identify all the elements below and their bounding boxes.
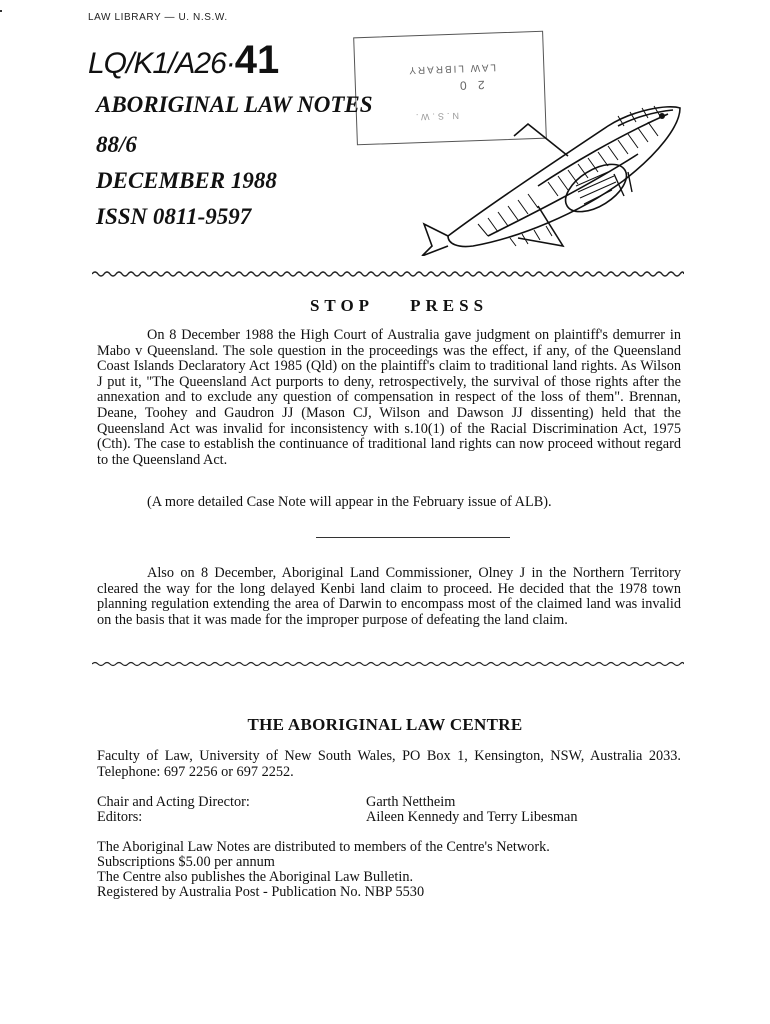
role-label: Chair and Acting Director: <box>97 794 250 810</box>
issue-number: 88/6 <box>96 132 137 157</box>
role-value: Garth Nettheim <box>366 794 456 810</box>
kenbi-paragraph: Also on 8 December, Aboriginal Land Commissioner, Olney J in the Northern Territory cleared the way for the long delayed Kenbi land claim to proceed. He decided that the 1978 town planning regulation extending the area of Darwin to encompass most of the claimed land was invalid on the basis that it was made for the improper purpose of defeating the land claim. <box>97 565 681 628</box>
call-number-value: 41 <box>234 38 280 82</box>
wavy-divider <box>92 270 684 278</box>
stamp-text-line: LAW LIBRARY <box>407 61 497 76</box>
call-number-prefix: LQ/K1/A26· <box>88 47 235 80</box>
role-value: Aileen Kennedy and Terry Libesman <box>366 809 578 825</box>
issue-date: DECEMBER 1988 <box>96 168 277 193</box>
fish-illustration <box>418 96 688 256</box>
section-divider <box>316 537 510 538</box>
footer-line: The Centre also publishes the Aboriginal Law Bulletin. <box>97 869 414 885</box>
handwritten-call-number <box>88 38 279 83</box>
stamp-text-line: N.S.W. <box>412 110 460 123</box>
mabo-paragraph: On 8 December 1988 the High Court of Australia gave judgment on plaintiff's demurrer in Mabo v Queensland. The sole question in the proceedings was the effect, if any, of the Queensland Coast Islands Declaratory Act 1985 (Qld) on the plaintiff's claim to traditional land rights. As Wilson J put it, "The Queensland Act purports to deny, retrospectively, the survival of those rights after the annexation and to exclude any question of compensation in respect of the loss of them". Brennan, Deane, Toohey and Gaudron JJ (Mason CJ, Wilson and Dawson JJ dissenting) held that the Queensland Act was invalid for inconsistency with s.10(1) of the Racial Discrimination Act, 1975 (Cth). The case to establish the continuance of traditional land rights can now proceed without regard to the Queensland Act. <box>97 327 681 468</box>
library-stamp: LAW LIBRARY — U. N.S.W. <box>88 12 228 23</box>
footer-line: Registered by Australia Post - Publication No. NBP 5530 <box>97 884 425 900</box>
issn: ISSN 0811-9597 <box>96 204 252 229</box>
role-label: Editors: <box>97 809 143 825</box>
stop-press-heading: STOP PRESS <box>309 296 489 315</box>
scan-mark <box>0 10 2 12</box>
publication-title: ABORIGINAL LAW NOTES <box>96 92 373 117</box>
footer-line: Subscriptions $5.00 per annum <box>97 854 275 870</box>
centre-heading: THE ABORIGINAL LAW CENTRE <box>247 715 523 734</box>
wavy-divider <box>92 660 684 668</box>
stamp-text-line: 2 0 <box>455 77 485 93</box>
centre-address: Faculty of Law, University of New South Wales, PO Box 1, Kensington, NSW, Australia 2033. Telephone: 697 2256 or 697 2252. <box>97 748 681 780</box>
footer-line: The Aboriginal Law Notes are distributed to members of the Centre's Network. <box>97 839 550 855</box>
case-note-remark: (A more detailed Case Note will appear in the February issue of ALB). <box>147 494 552 510</box>
